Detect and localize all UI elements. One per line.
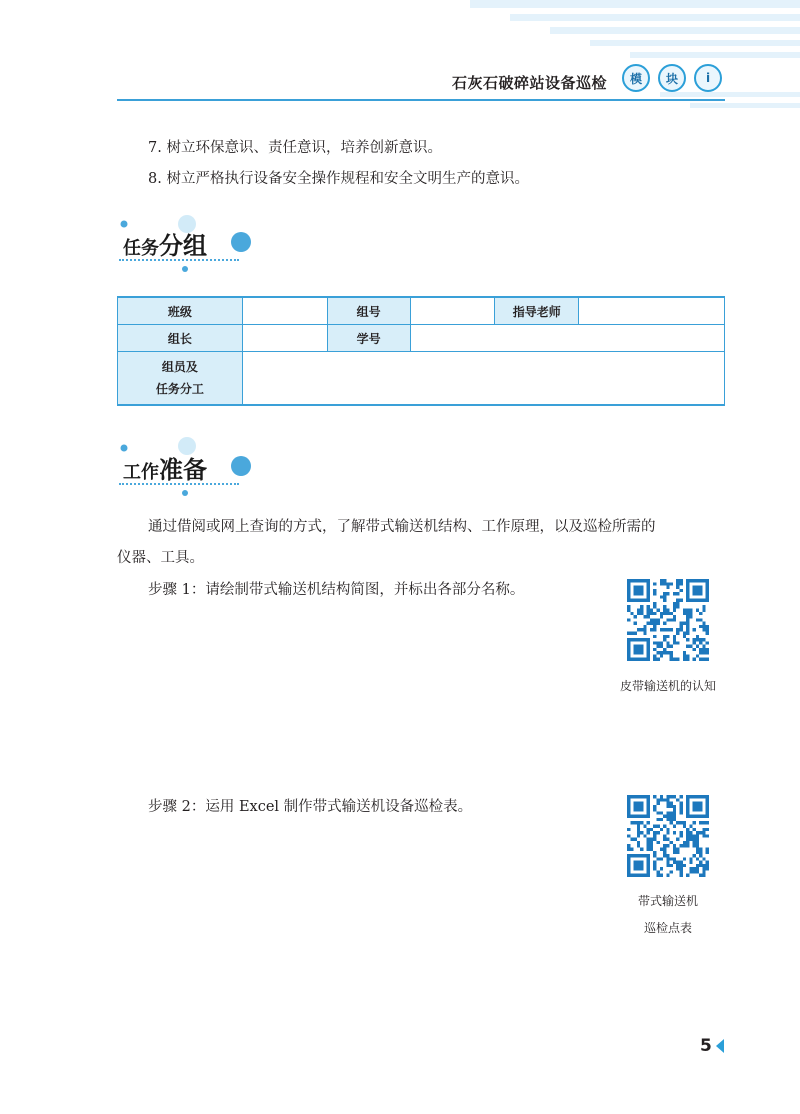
qr2-caption-line2: 巡检点表 <box>643 921 692 935</box>
members-label: 组员及 任务分工 <box>118 352 243 406</box>
advisor-field[interactable] <box>579 297 725 325</box>
header-title: 石灰石破碎站设备巡检 <box>452 74 608 92</box>
section-title: 工作准备 <box>123 456 207 484</box>
header-stripes <box>470 0 800 110</box>
module-badge-2: 块 <box>658 64 686 92</box>
advisor-label: 指导老师 <box>495 297 579 325</box>
section-title: 任务分组 <box>123 232 207 260</box>
leader-field[interactable] <box>242 325 327 352</box>
qr2-caption-line1: 带式输送机 <box>637 894 698 908</box>
class-label: 班级 <box>118 297 243 325</box>
step-2-text: 步骤 2：运用 Excel 制作带式输送机设备巡检表。 <box>148 799 473 815</box>
leader-label: 组长 <box>118 325 243 352</box>
page-number: 5 <box>700 1036 712 1056</box>
header-rule <box>117 99 725 101</box>
goal-item-7: 7. 树立环保意识、责任意识，培养创新意识。 <box>148 140 442 156</box>
intro-text-line2: 仪器、工具。 <box>117 550 204 566</box>
module-badge-3: i <box>694 64 722 92</box>
student-id-label: 学号 <box>327 325 410 352</box>
module-badge-1: 模 <box>622 64 650 92</box>
group-table <box>117 296 725 406</box>
class-field[interactable] <box>242 297 327 325</box>
members-field[interactable] <box>242 352 724 406</box>
dotted-underline <box>119 259 239 261</box>
page-arrow-icon <box>716 1039 724 1053</box>
student-id-field[interactable] <box>410 325 724 352</box>
step-1-text: 步骤 1：请绘制带式输送机结构简图，并标出各部分名称。 <box>148 582 525 598</box>
dotted-underline <box>119 483 239 485</box>
intro-text-line1: 通过借阅或网上查询的方式，了解带式输送机结构、工作原理，以及巡检所需的 <box>148 519 656 535</box>
section-heading-preparation <box>117 436 267 526</box>
group-no-field[interactable] <box>410 297 495 325</box>
group-no-label: 组号 <box>327 297 410 325</box>
qr-code-icon[interactable] <box>627 795 709 877</box>
goal-item-8: 8. 树立严格执行设备安全操作规程和安全文明生产的意识。 <box>148 171 529 187</box>
qr-code-icon[interactable] <box>627 579 709 661</box>
section-heading-grouping <box>117 212 267 302</box>
qr1-caption: 皮带输送机的认知 <box>619 679 716 693</box>
